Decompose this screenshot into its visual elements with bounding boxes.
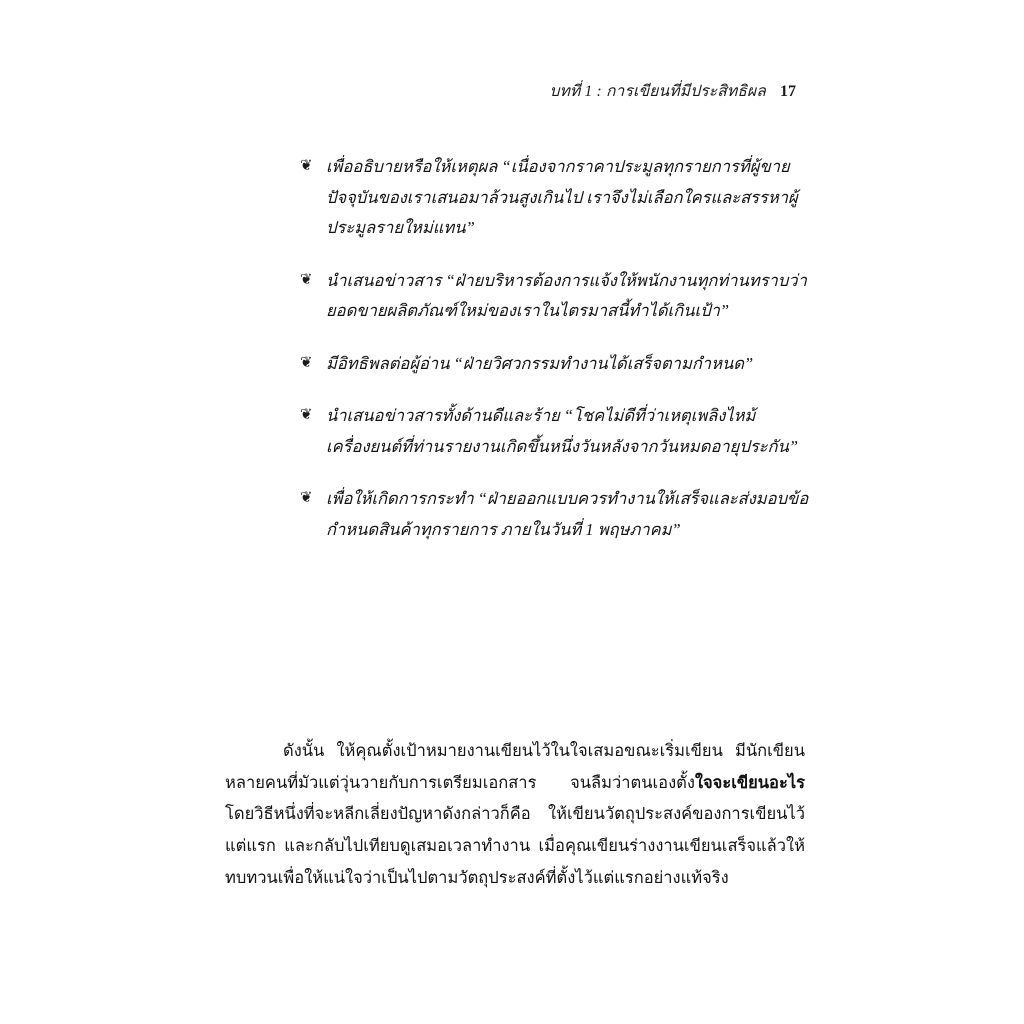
body-paragraph [225,735,805,893]
list-item-text: เพื่ออธิบายหรือให้เหตุผล “เนื่องจากราคาประมูลทุกรายการที่ผู้ขายปัจจุบันของเราเสนอมาล้วนสูงเกินไป เราจึงไม่เลือกใครและสรรหาผู้ประมูลรายใหม่แทน” [326,157,798,238]
list-item-text: มีอิทธิพลต่อผู้อ่าน “ฝ่ายวิศวกรรมทำงานได้เสร็จตามกำหนด” [326,353,754,373]
list-item [300,349,820,380]
flower-bullet-icon: ❦ [300,269,313,288]
page-header [550,78,796,103]
flower-bullet-icon: ❦ [300,488,313,507]
page-number: 17 [780,83,796,100]
paragraph-emphasis: ใจจะเขียนอะไร [694,772,805,792]
list-item [300,401,820,462]
flower-bullet-icon: ❦ [300,352,313,371]
flower-bullet-icon: ❦ [300,405,313,424]
bullet-list [300,152,820,567]
flower-bullet-icon: ❦ [300,156,313,174]
list-item [300,152,820,244]
list-item-text: เพื่อให้เกิดการกระทำ “ฝ่ายออกแบบควรทำงานให้เสร็จและส่งมอบข้อกำหนดสินค้าทุกรายการ ภายในวันที่ 1 พฤษภาคม” [326,489,809,539]
list-item-text: นำเสนอข่าวสารทั้งด้านดีและร้าย “โชคไม่ดีที่ว่าเหตุเพลิงไหม้เครื่องยนต์ที่ท่านรายงานเกิดขึ้นหนึ่งวันหลังจากวันหมดอายุประกัน” [326,406,798,456]
list-item-text: นำเสนอข่าวสาร “ฝ่ายบริหารต้องการแจ้งให้พนักงานทุกท่านทราบว่า ยอดขายผลิตภัณฑ์ใหม่ของเราในไตรมาสนี้ทำได้เกินเป้า” [326,270,807,321]
body-text-block [225,735,805,893]
paragraph-segment-one: ดังนั้น ให้คุณตั้งเป้าหมายงานเขียนไว้ในใจเสมอขณะเริ่มเขียน มีนักเขียนหลายคนที่มัวแต่วุ่นวายกับการเตรียมเอกสาร จนลืมว่าตนเองตั้ง [225,741,805,792]
list-item [300,484,820,545]
running-title: บทที่ 1 : การเขียนที่มีประสิทธิผล [549,83,766,100]
paragraph-segment-two: โดยวิธีหนึ่งที่จะหลีกเลี่ยงปัญหาดังกล่าวก็คือ ให้เขียนวัตถุประสงค์ของการเขียนไว้แต่แรก และกลับไปเทียบดูเสมอเวลาทำงาน เมื่อคุณเขียนร่างงานเขียนเสร็จแล้วให้ทบทวนเพื่อให้แน่ใจว่าเป็นไปตามวัตถุประสงค์ที่ตั้งไว้แต่แรกอย่างแท้จริง [225,804,805,887]
list-item [300,266,820,327]
